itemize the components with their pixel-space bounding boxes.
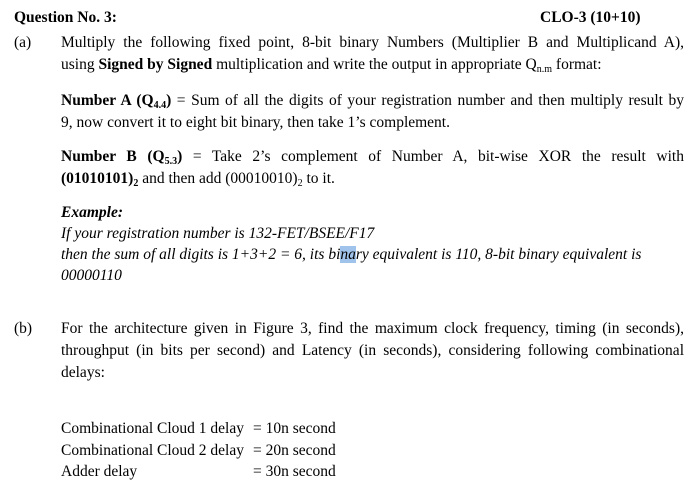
clo-label: CLO-3 (10+10): [540, 9, 641, 26]
number-b-line2: (01010101)2 and then add (00010010)2 to it.: [61, 170, 335, 189]
delay-row-value: = 10n second: [253, 420, 336, 437]
example-line3: 00000110: [61, 267, 122, 284]
example-line1: If your registration number is 132-FET/BSEE/F17: [61, 225, 375, 242]
part-b-line2: throughput (in bits per second) and Latency (in seconds), considering following combinational: [61, 342, 684, 359]
part-b-line3: delays:: [61, 364, 105, 381]
example-line2: then the sum of all digits is 1+3+2 = 6, its binary equivalent is 110, 8-bit binary equivalent is: [61, 246, 642, 263]
delay-row-name: Adder delay: [61, 463, 138, 480]
delay-row-name: Combinational Cloud 2 delay: [61, 442, 244, 459]
text-selection-highlight: na: [340, 246, 356, 263]
part-a-line1: Multiply the following fixed point, 8-bit binary Numbers (Multiplier B and Multiplicand A),: [61, 34, 684, 51]
number-b-line1: Number B (Q5.3) = Take 2’s complement of Number A, bit-wise XOR the result with: [61, 148, 684, 167]
number-a-line1: Number A (Q4.4) = Sum of all the digits of your registration number and then multiply result by: [61, 92, 684, 111]
part-a-line2: using Signed by Signed multiplication and write the output in appropriate Qn.m format:: [61, 56, 602, 75]
delay-row-value: = 20n second: [253, 442, 336, 459]
part-b-line1: For the architecture given in Figure 3, find the maximum clock frequency, timing (in seconds),: [61, 320, 684, 337]
delay-row-name: Combinational Cloud 1 delay: [61, 420, 244, 437]
delay-row-value: = 30n second: [253, 463, 336, 480]
example-title: Example:: [61, 204, 123, 221]
number-a-line2: 9, now convert it to eight bit binary, then take 1’s complement.: [61, 114, 450, 131]
question-title: Question No. 3:: [14, 9, 117, 26]
part-a-label: (a): [14, 34, 32, 51]
part-b-label: (b): [14, 320, 33, 337]
